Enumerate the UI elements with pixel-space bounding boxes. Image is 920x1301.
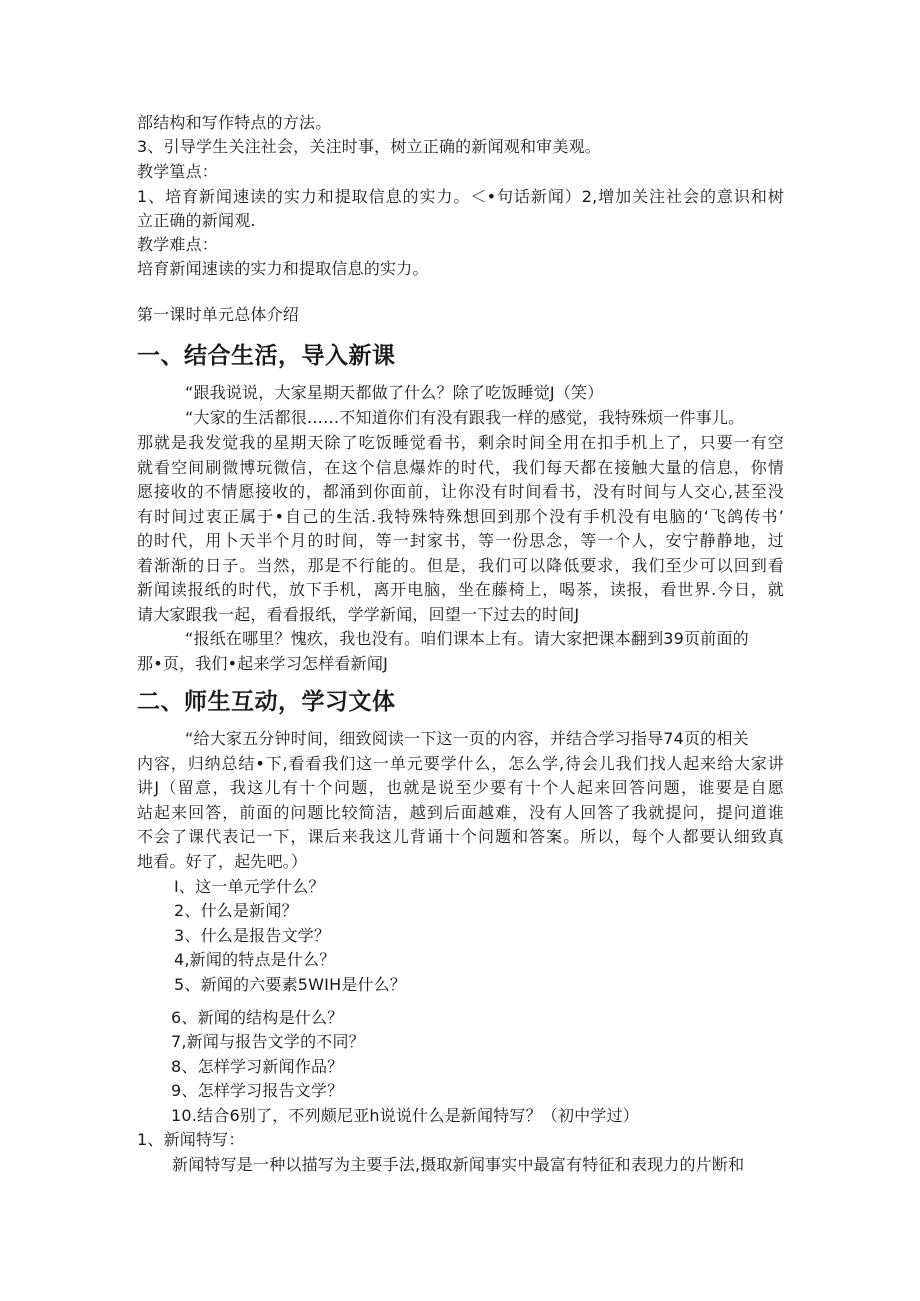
section-2-line: “给大家五分钟时间，细致阅读一下这一页的内容，并结合学习指导74页的相关	[185, 729, 749, 748]
key-points-label: 教学篁点：	[137, 162, 219, 181]
section-1-line: 那就是我发觉我的星期天除了吃饭睡觉看书，剩余时间全用在扣手机上了，只要一有空	[137, 433, 784, 452]
question-item-5: 5、新闻的六要素5WIH是什么？	[174, 975, 407, 994]
section-2-line: 不会了课代表记一下，课后来我这儿背诵十个问题和答案。所以，每个人都要认细致真	[137, 827, 784, 846]
section-2-line: 讲J（留意，我这儿有十个问题，也就是说至少要有十个人起来回答问题，谁要是自愿	[137, 778, 784, 797]
section-1-line: “报纸在哪里？愧疚，我也没有。咱们课本上有。请大家把课本翻到39页前面的	[185, 629, 749, 648]
section-2-line: 站起来回答，前面的问题比较简洁，越到后面越难，没有人回答了我就提问，提问道谁	[137, 803, 784, 822]
lesson-title: 第一课时单元总体介绍	[137, 305, 300, 324]
section-1-line: 的时代，用卜天半个月的时间，等一封家书，等一份思念，等一个人，安宁静静地，过	[137, 531, 784, 550]
section-1-line: 新闻读报纸的时代，放下手机，离开电脑，坐在藤椅上，喝茶，读报，看世界.今日，就	[137, 580, 784, 599]
section-1-line: 着渐渐的日子。当然，那是不行能的。但是，我们可以降低要求，我们至少可以回到看	[137, 556, 784, 575]
section-2-line: 地看。好了，起先吧。）	[137, 852, 308, 871]
key-points-text-1: 1、培育新闻速读的实力和提取信息的实力。＜•句话新闻）2,增加关注社会的意识和树	[137, 187, 784, 206]
intro-line-1: 部结构和写作特点的方法。	[137, 113, 332, 132]
question-item-9: 9、怎样学习报告文学？	[171, 1081, 344, 1100]
section-1-line: “跟我说说，大家星期天都做了什么？除了吃饭睡觉J（笑）	[185, 383, 604, 402]
news-feature-label: 1、新闻特写：	[137, 1130, 245, 1149]
section-1-line: 那•页，我们•起来学习怎样看新闻J	[137, 654, 388, 673]
section-1-line: 请大家跟我一起，看看报纸，学学新闻，回望一下过去的时间J	[137, 605, 580, 624]
difficult-points-label: 教学难点：	[137, 235, 219, 254]
section-2-heading: 二、师生互动，学习文体	[137, 689, 396, 715]
question-item-10: 10.结合6别了，不列颇尼亚h说说什么是新闻特写？（初中学过）	[171, 1106, 639, 1125]
key-points-text-2: 立正确的新闻观.	[137, 211, 256, 230]
difficult-points-text: 培育新闻速读的实力和提取信息的实力。	[137, 259, 429, 278]
section-1-line: 有时间过衷正属于•自己的生活.我特殊特殊想回到那个没有手机没有电脑的‘飞鸽传书’	[137, 507, 784, 526]
question-item-4: 4,新闻的特点是什么？	[174, 950, 336, 969]
section-1-heading: 一、结合生活，导入新课	[137, 343, 396, 369]
news-feature-text: 新闻特写是一种以描写为主要手法,摄取新闻事实中最富有特征和表现力的片断和	[172, 1155, 745, 1174]
question-item-3: 3、什么是报告文学？	[174, 926, 331, 945]
section-2-line: 内容，归纳总结•下,看看我们这一单元要学什么，怎么学,待会儿我们找人起来给大家讲	[137, 754, 784, 773]
question-item-7: 7,新闻与报告文学的不同？	[171, 1032, 365, 1051]
section-1-line: 愿接收的不情愿接收的，都涌到你面前，让你没有时间看书，没有时间与人交心,甚至没	[137, 482, 784, 501]
question-item-6: 6、新闻的结构是什么？	[171, 1008, 344, 1027]
intro-line-2: 3、引导学生关注社会，关注时事，树立正确的新闻观和审美观。	[137, 137, 601, 156]
section-1-line: “大家的生活都很……不知道你们有没有跟我一样的感觉，我特殊烦一件事儿。	[185, 408, 745, 427]
question-item-8: 8、怎样学习新闻作品？	[171, 1057, 344, 1076]
question-item-2: 2、什么是新闻？	[174, 901, 298, 920]
question-item-1: I、这一单元学什么？	[174, 877, 325, 896]
section-1-line: 就看空间刷微博玩微信，在这个信息爆炸的时代，我们每天都在接触大量的信息，你情	[137, 458, 784, 477]
